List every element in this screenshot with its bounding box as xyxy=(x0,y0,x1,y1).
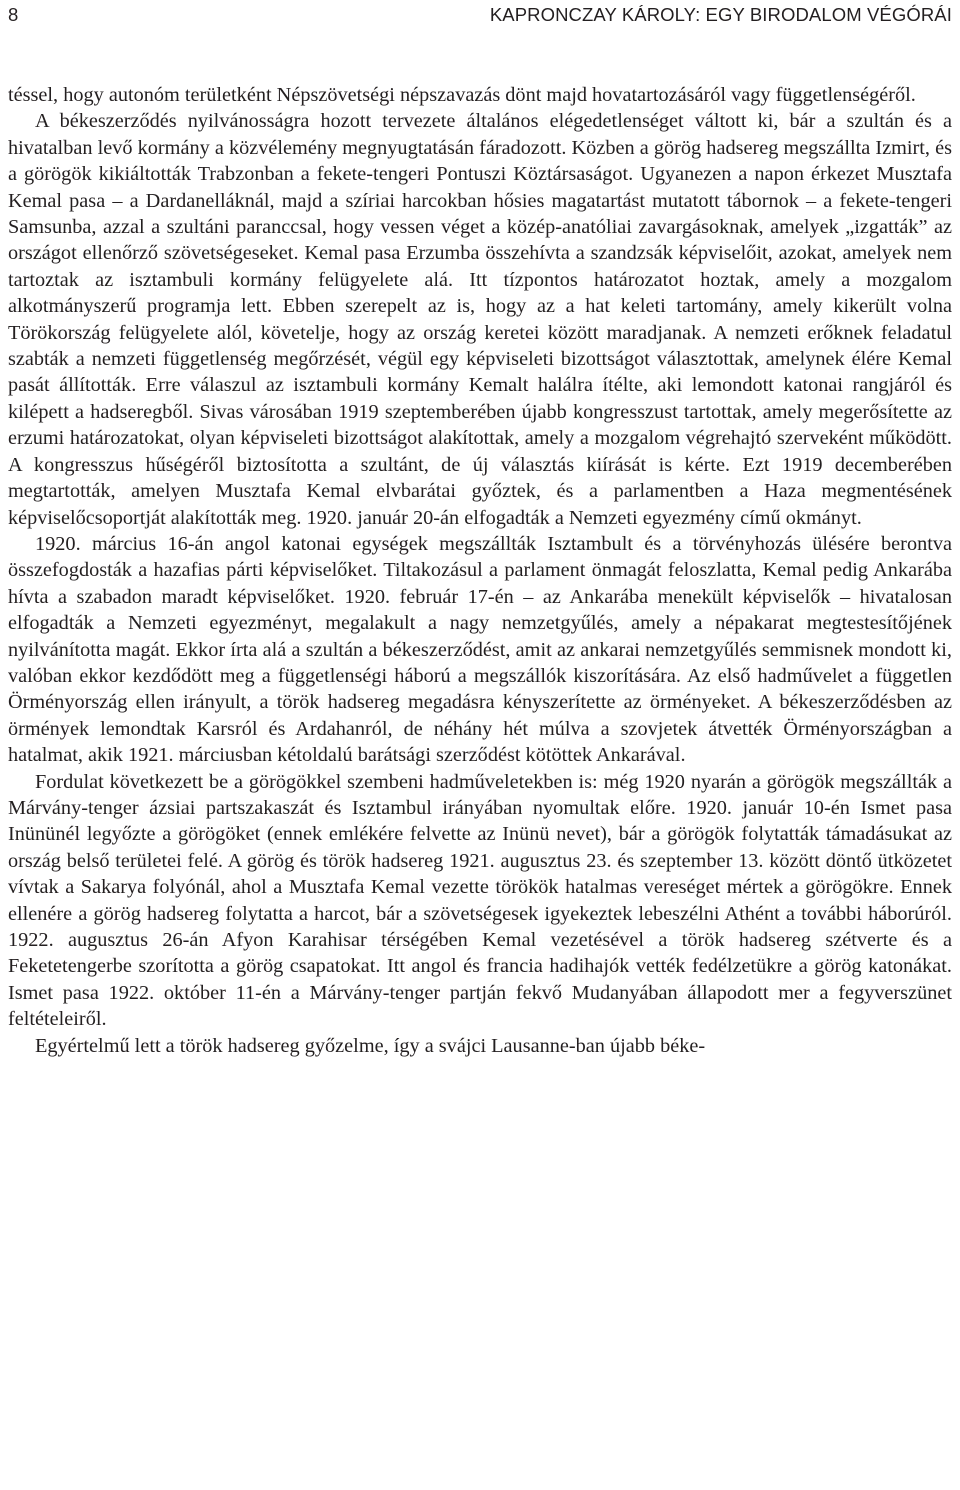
running-title: KAPRONCZAY KÁROLY: EGY BIRODALOM VÉGÓRÁI xyxy=(489,4,952,25)
paragraph-continues: Egyértelmű lett a török hadsereg győzelme, így a svájci Lausanne-ban újabb béke- xyxy=(35,1034,706,1057)
page-number: 8 xyxy=(8,4,19,25)
paragraph-continued: téssel, hogy autonóm területként Népszövetségi népszavazás dönt majd hovatartozásáról vagy függetlenségéről. xyxy=(8,84,916,106)
paragraph: Fordulat következett be a görögökkel szembeni hadműveletekben is: még 1920 nyarán a görögök megszállták a Márvány-tenger ázsiai partszakaszát és Isztambul irányában nyomultak előre. 1920. január 10-én Ismet pasa Inününél legyőzte a görögöket (ennek emlékére felvette az Inünü nevet), bár a görögök folytatták támadásukat az ország belső területei felé. A görög és török hadsereg 1921. augusztus 23. és szeptember 13. között döntő ütközetet vívtak a Sakarya folyónál, ahol a Musztafa Kemal vezette törökök hatalmas vereséget mértek a görögökre. Ennek ellenére a görög hadsereg folytatta a harcot, bár a szövetségesek igyekeztek lebeszélni Athént a további háborúról. 1922. augusztus 26-án Afyon Karahisar térségében Kemal vezetésével a török hadsereg szétverte és a Feketetengerbe szorította a görög csapatokat. Itt angol és francia hadihajók vették fedélzetükre a görög katonákat. Ismet pasa 1922. október 11-én a Márvány-tenger partján fekvő Mudanyában állapodott mer a fegyverszünet feltételeiről. xyxy=(8,770,952,1031)
running-header xyxy=(8,2,952,28)
paragraph: 1920. március 16-án angol katonai egységek megszállták Isztambult és a törvényhozás ülésére berontva összefogdosták a hazafias párti képviselőket. Tiltakozásul a parlament önmagát feloszlatta, Kemal pedig Ankarába hívta a szabadon maradt képviselőket. 1920. február 17-én – az Ankarába menekült képviselők – hivatalosan elfogadták a Nemzeti egyezményt, megalakult a nagy nemzetgyűlés, amely a népakarat megtestesítőjének nyilvánította magát. Ekkor írta alá a szultán a békeszerződést, amit az ankarai nemzetgyűlés semmisnek mondott ki, valóban ekkor kezdődött meg a függetlenségi háború a megszállók kiszorítására. Az első hadművelet a független Örményország ellen irányult, a török hadsereg megadásra kényszerítette az örményeket. A békeszerződésben az örmények lemondtak Karsról és Ardahanról, de néhány hét múlva a szovjetek átvették Örményországban a hatalmat, akik 1921. márciusban kétoldalú barátsági szerződést kötöttek Ankarával. xyxy=(8,532,952,767)
paragraph: A békeszerződés nyilvánosságra hozott tervezete általános elégedetlenséget váltott ki, bár a szultán és a hivatalban levő kormány a közvélemény megnyugtatásán fáradozott. Közben a görög hadsereg megszállta Izmirt, és a görögök kikiáltották Trabzonban a fekete-tengeri Pontuszi Köztársaságot. Ugyanezen a napon érkezet Musztafa Kemal pasa – a Dardanelláknál, majd a szíriai harcokban hősies magatartást mutatott tábornok – a fekete-tengeri Samsunba, azzal a szultáni paranccsal, hogy vessen véget a közép-anatóliai zavargásoknak, amelyek „izgatták” az országot ellenőrző szövetségeseket. Kemal pasa Erzumba összehívta a szandzsák képviselőit, azokat, amelyek nem tartoztak az isztambuli kormány felügyelete alá. Itt tízpontos határozatot hoztak, amely a mozgalom alkotmányszerű programja lett. Ebben szerepelt az is, hogy az a hat keleti tartomány, amely kikerült volna Törökország felügyelete alól, követelje, hogy az ország keretei között maradjanak. A nemzeti erőknek feladatul szabták a nemzeti függetlenség megőrzését, végül egy képviseleti bizottságot választottak, amelynek élére Kemal pasát állították. Erre válaszul az isztambuli kormány Kemalt halálra ítélte, aki lemondott katonai rangjáról és kilépett a hadseregből. Sivas városában 1919 szeptemberében újabb kongresszust tartottak, amely megerősítette az erzumi határozatokat, olyan képviseleti bizottságot alakítottak, amely a mozgalom végrehajtó szerveként működött. A kongresszus hűségéről biztosította a szultánt, de új választás kiírását is kérte. Ezt 1919 decemberében megtartották, amelyen Musztafa Kemal elvbarátai győztek, és a parlamentben a Haza megmentésének képviselőcsoportját alakították meg. 1920. január 20-án elfogadták a Nemzeti egyezmény című okmányt. xyxy=(8,110,952,529)
body-text xyxy=(8,82,952,1059)
